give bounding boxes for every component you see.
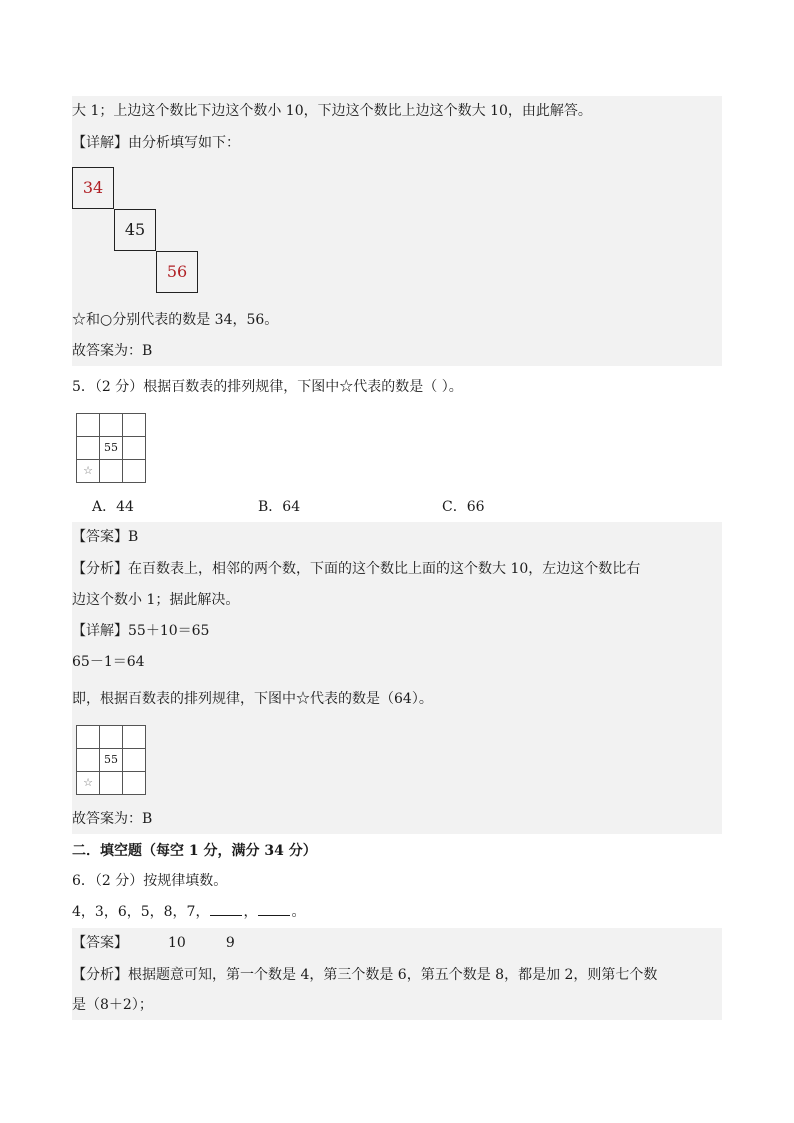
- grid-cell-55-answer: 55: [100, 749, 123, 772]
- grid-cell-55: 55: [100, 437, 123, 460]
- sequence-6-end: 。: [291, 904, 306, 920]
- answer-conclusion-5: 故答案为：B: [72, 811, 153, 827]
- analysis-6-line1: 【分析】根据题意可知，第一个数是 4，第三个数是 6，第五个数是 8，都是加 2，则第七个数: [72, 967, 658, 983]
- sequence-6-prefix: 4，3，6，5，8，7，: [72, 904, 210, 920]
- answer-5: 【答案】B: [72, 529, 139, 545]
- answer-6: [72, 928, 722, 958]
- star-circle-values: ☆和○分别代表的数是 34，56。: [72, 312, 279, 328]
- analysis-tail: 大 1；上边这个数比下边这个数小 10，下边这个数比上边这个数大 10，由此解答。: [72, 103, 592, 119]
- stair-box-45: 45: [114, 209, 156, 251]
- answer-conclusion-4: 故答案为：B: [72, 343, 153, 359]
- detail-5: 【详解】55＋10＝65: [72, 623, 210, 639]
- option-c: C．66: [442, 499, 485, 515]
- blank-1[interactable]: [210, 901, 242, 916]
- section-2-title: 二．填空题（每空 1 分，满分 34 分）: [72, 843, 317, 859]
- option-b: B．64: [258, 499, 301, 515]
- star-icon-answer: ☆: [77, 772, 100, 795]
- question-6: 6．（2 分）按规律填数。: [72, 873, 228, 889]
- sequence-6: [72, 897, 722, 927]
- question-5: 5．（2 分）根据百数表的排列规律，下图中☆代表的数是（ ）。: [72, 379, 463, 395]
- sequence-6-sep: ，: [243, 904, 258, 920]
- calc-5: 65－1＝64: [72, 654, 145, 670]
- star-icon: ☆: [77, 460, 100, 483]
- option-a: A．44: [92, 499, 134, 515]
- hundred-grid-answer: [76, 725, 146, 795]
- answer-6-value-1: 10: [168, 935, 186, 951]
- analysis-5-line2: 边这个数小 1；据此解决。: [72, 592, 240, 608]
- detail-heading: 【详解】由分析填写如下：: [72, 135, 240, 151]
- analysis-5-line1: 【分析】在百数表上，相邻的两个数，下面的这个数比上面的这个数大 10，左边这个数比右: [72, 561, 641, 577]
- blank-2[interactable]: [258, 901, 290, 916]
- answer-6-label: 【答案】: [72, 935, 128, 951]
- answer-6-value-2: 9: [225, 935, 235, 951]
- stair-box-34: 34: [72, 167, 114, 209]
- hundred-grid-question: [76, 413, 146, 483]
- analysis-6-line2: 是（8＋2）；: [72, 997, 153, 1013]
- conclusion-5: 即，根据百数表的排列规律，下图中☆代表的数是（64）。: [72, 691, 433, 707]
- stair-box-56: 56: [156, 251, 198, 293]
